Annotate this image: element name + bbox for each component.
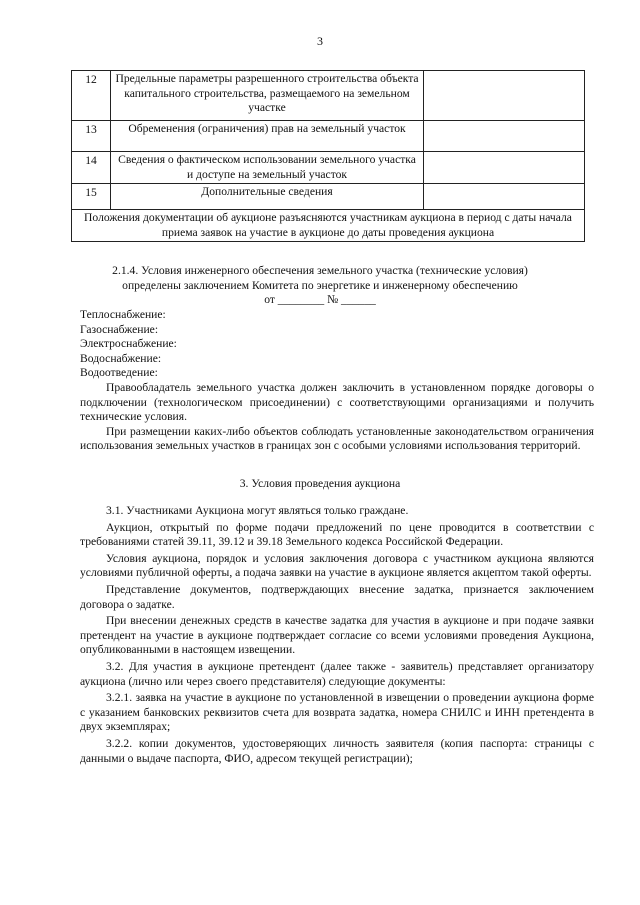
table-note: Положения документации об аукционе разъясняются участникам аукциона в период с даты начала приема заявок на участие в аукционе до даты проведения аукциона (72, 210, 585, 242)
row-value (424, 71, 585, 121)
page-number: 3 (317, 34, 323, 48)
utility-item: Водоотведение: (80, 366, 158, 380)
paragraph: Аукцион, открытый по форме подачи предложений по цене проводится в соответствии с требованиями статей 39.11, 39.12 и 39.18 Земельного кодекса Российской Федерации. (80, 520, 594, 549)
section-3-title: 3. Условия проведения аукциона (239, 477, 401, 490)
heading-line: определены заключением Комитета по энергетике и инженерному обеспечению (122, 278, 518, 292)
heading-line: от ________ № ______ (264, 293, 376, 307)
row-text: Обременения (ограничения) прав на земельный участок (111, 121, 424, 152)
utility-item: Газоснабжение: (80, 322, 159, 336)
section-3-text (80, 504, 594, 768)
section-2-1-4-heading (0, 264, 640, 308)
row-value (424, 121, 585, 152)
paragraph: 3.2.2. копии документов, удостоверяющих личность заявителя (копия паспорта: страницы с данными о выдаче паспорта, ФИО, адресом текущей регистрации); (80, 736, 594, 765)
utility-item: Водоснабжение: (80, 351, 162, 365)
row-value (424, 184, 585, 210)
paragraph: 3.2.1. заявка на участие в аукционе по установленной в извещении о проведении аукциона форме с указанием банковских реквизитов счета для возврата задатка, номера СНИЛС и ИНН претендента в двух экземплярах; (80, 691, 594, 734)
row-value (424, 152, 585, 184)
paragraph: При размещении каких-либо объектов соблюдать установленные законодательством ограничения использования земельных участков в границах зон с особыми условиями использования территорий. (80, 424, 594, 453)
parameters-table (71, 70, 585, 242)
paragraph: При внесении денежных средств в качестве задатка для участия в аукционе и при подаче заявки претендент на участие в аукционе подтверждает согласие со всеми условиями проведения Аукциона, опубликованными в настоящем извещении. (80, 614, 594, 657)
table-row (72, 152, 585, 184)
table-row (72, 184, 585, 210)
paragraph: 3.2. Для участия в аукционе претендент (далее также - заявитель) представляет организатору аукциона (лично или через своего представителя) следующие документы: (80, 659, 594, 688)
paragraph: Правообладатель земельного участка должен заключить в установленном порядке договоры о подключении (технологическом присоединении) с соответствующими организациями и получить технические условия. (80, 381, 594, 424)
utilities-list (80, 308, 594, 381)
utility-item: Теплоснабжение: (80, 308, 166, 321)
row-text: Сведения о фактическом использовании земельного участка и доступе на земельный участок (111, 152, 424, 184)
row-text: Предельные параметры разрешенного строительства объекта капитального строительства, размещаемого на земельном участке (111, 71, 424, 121)
table-row (72, 71, 585, 121)
paragraph: 3.1. Участниками Аукциона могут являться только граждане. (106, 504, 409, 517)
heading-line: 2.1.4. Условия инженерного обеспечения земельного участка (технические условия) (112, 264, 528, 277)
row-number: 14 (72, 152, 111, 184)
row-number: 12 (72, 71, 111, 121)
table-note-row (72, 210, 585, 242)
row-number: 15 (72, 184, 111, 210)
row-number: 13 (72, 121, 111, 152)
table-row (72, 121, 585, 152)
paragraph: Условия аукциона, порядок и условия заключения договора с участником аукциона являются условиями публичной оферты, а подача заявки на участие в аукционе является акцептом такой оферты. (80, 551, 594, 580)
paragraph: Представление документов, подтверждающих внесение задатка, признается заключением договора о задатке. (80, 582, 594, 611)
section-2-1-4-text (80, 381, 594, 454)
utility-item: Электроснабжение: (80, 337, 177, 351)
row-text: Дополнительные сведения (111, 184, 424, 210)
